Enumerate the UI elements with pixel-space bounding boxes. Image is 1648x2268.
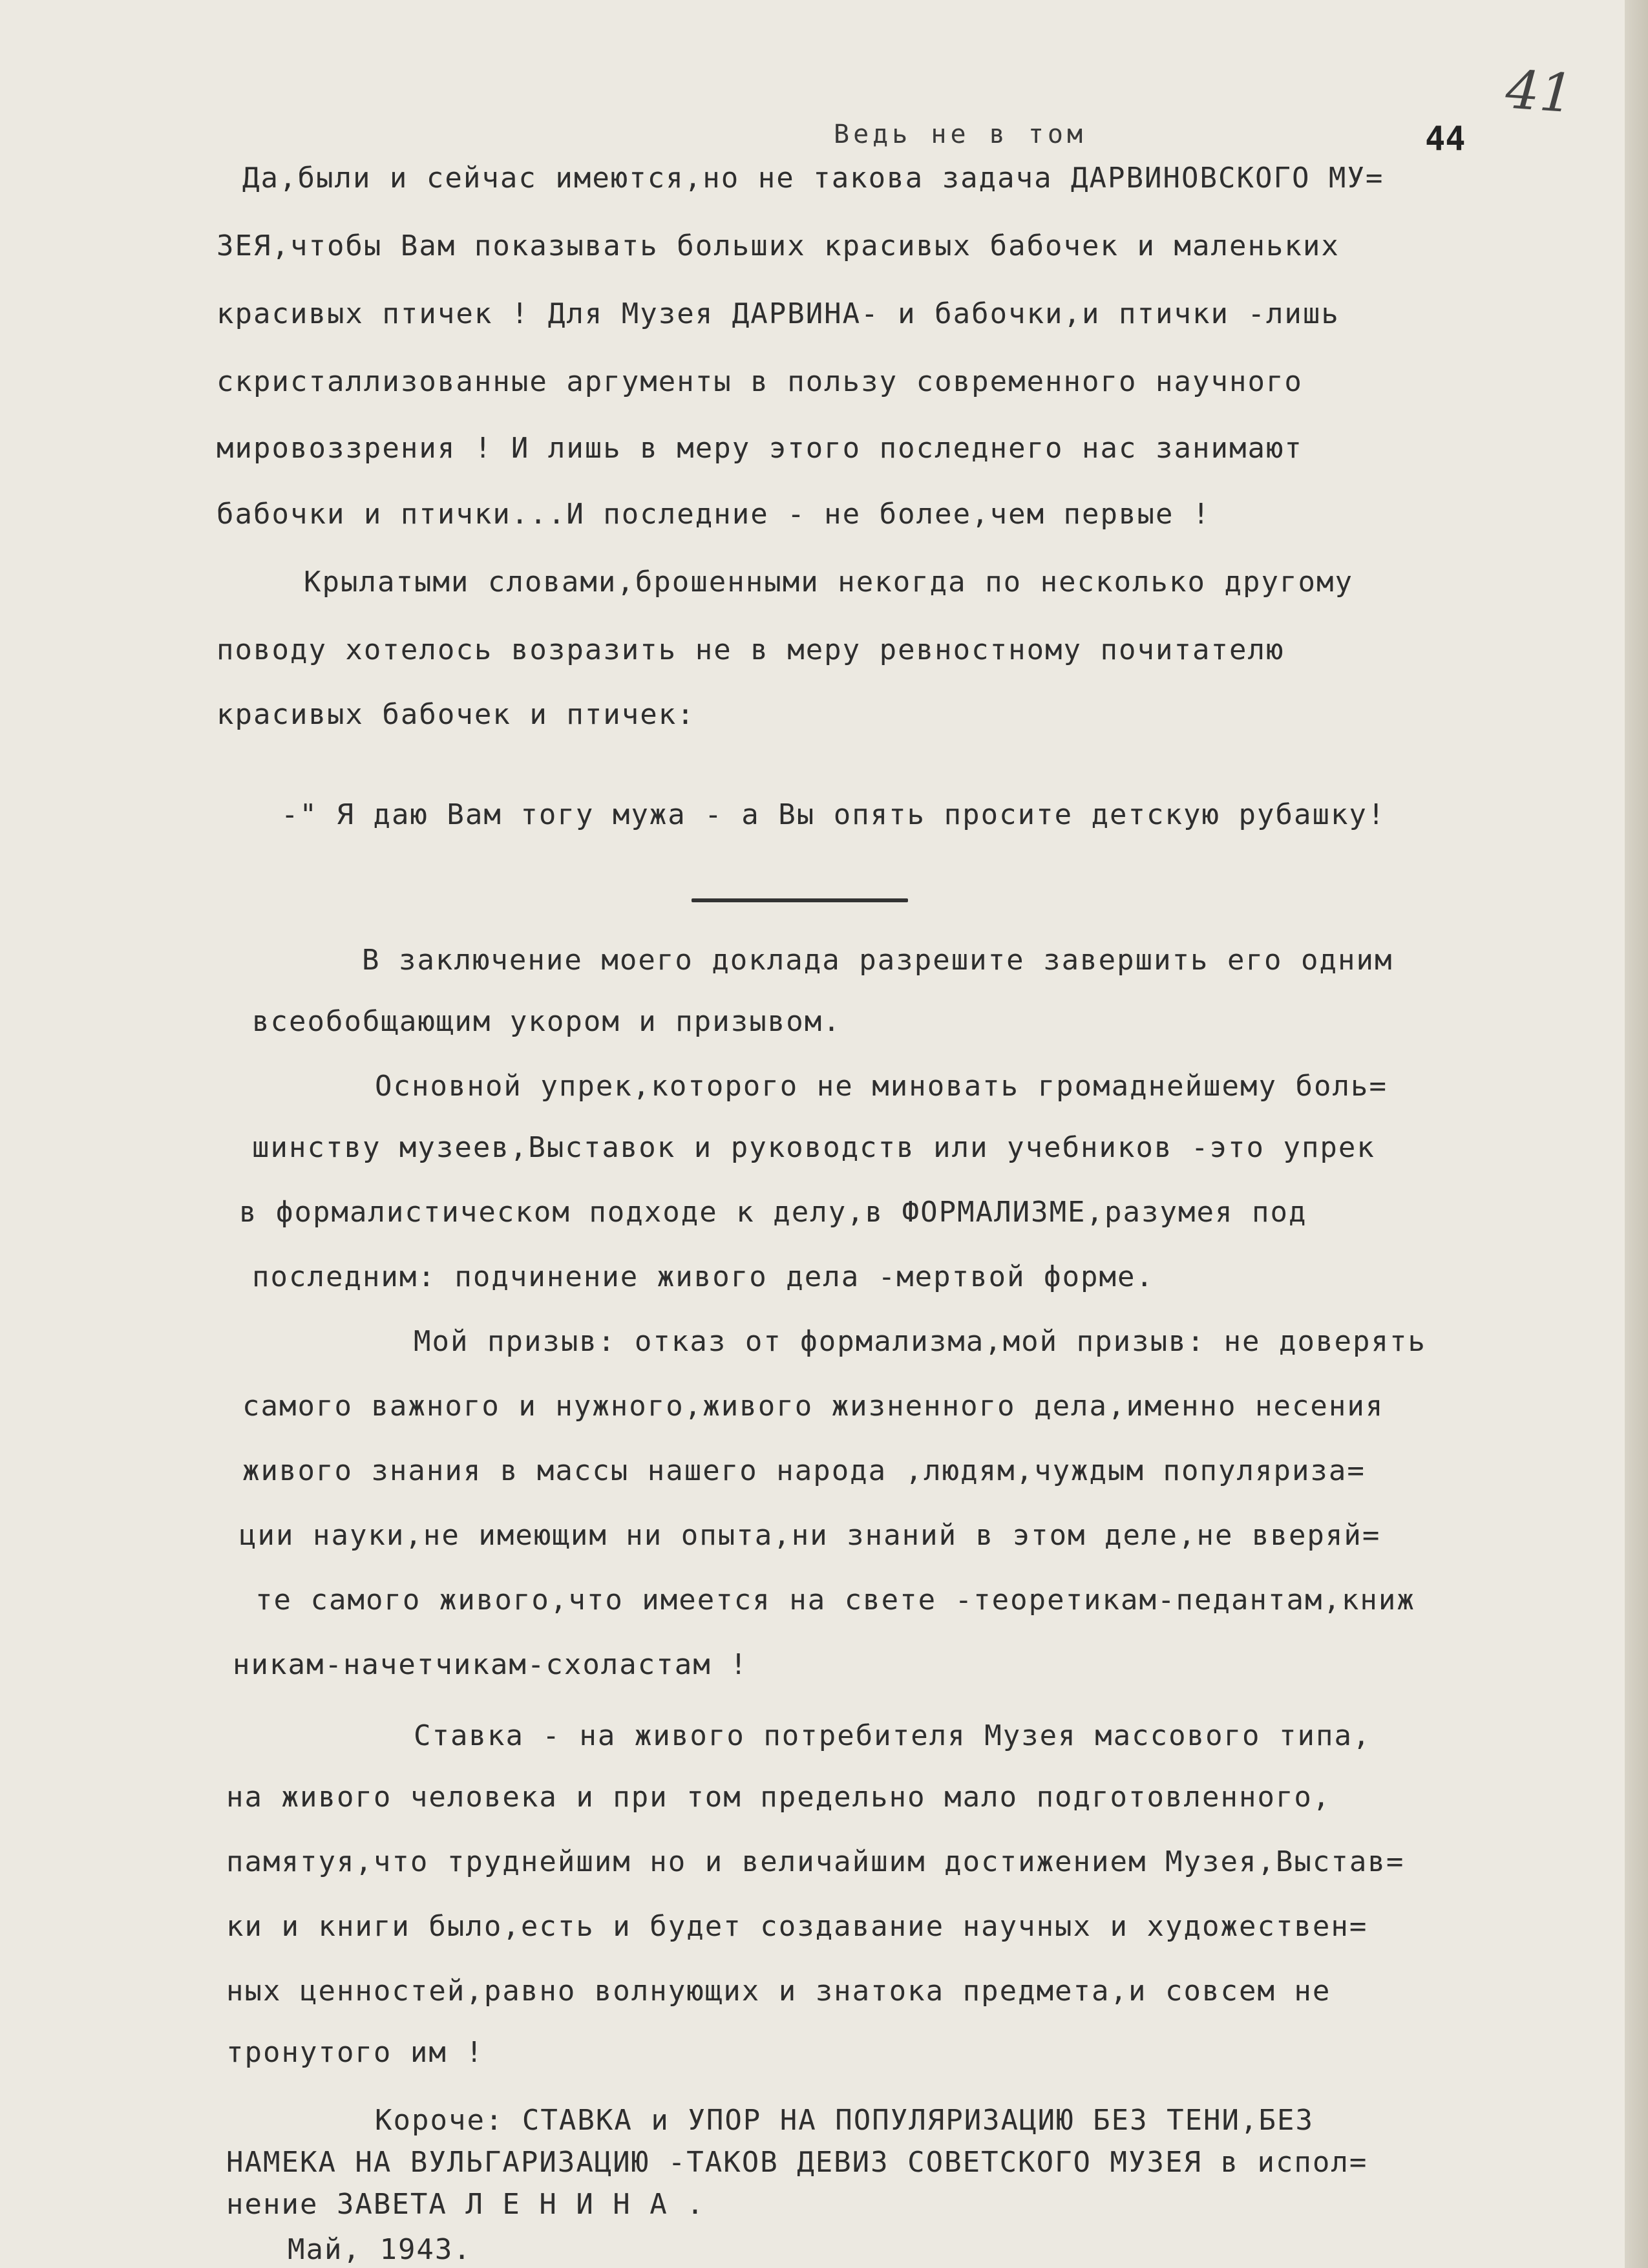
- archive-number: 41: [1503, 59, 1576, 125]
- header-note: Ведь не в том: [834, 120, 1087, 149]
- section-divider: [692, 898, 908, 902]
- text-line: памятуя,что труднейшим но и величайшим достижением Музея,Выстав=: [226, 1845, 1405, 1878]
- text-line: поводу хотелось возразить не в меру ревностному почитателю: [217, 633, 1285, 666]
- page-number: 44: [1425, 120, 1466, 158]
- text-line: шинству музеев,Выставок и руководств или учебников -это упрек: [252, 1131, 1375, 1164]
- page-edge: [1625, 0, 1648, 2268]
- text-line: никам-начетчикам-схоластам !: [233, 1648, 748, 1681]
- text-line: Крылатыми словами,брошенными некогда по несколько другому: [304, 566, 1353, 599]
- text-line: красивых бабочек и птичек:: [217, 698, 695, 731]
- text-line: ки и книги было,есть и будет создавание научных и художествен=: [226, 1910, 1368, 1943]
- text-line: Мой призыв: отказ от формализма,мой призыв: не доверять: [414, 1325, 1426, 1358]
- text-line: бабочки и птички...И последние - не более,чем первые !: [217, 498, 1211, 531]
- text-line: последним: подчинение живого дела -мертвой форме.: [252, 1260, 1155, 1293]
- text-line: ции науки,не имеющим ни опыта,ни знаний в этом деле,не вверяй=: [239, 1519, 1381, 1552]
- text-line: ных ценностей,равно волнующих и знатока предмета,и совсем не: [226, 1975, 1331, 2008]
- text-line: Ставка - на живого потребителя Музея массового типа,: [414, 1719, 1371, 1752]
- text-line: самого важного и нужного,живого жизненного дела,именно несения: [242, 1390, 1384, 1423]
- text-line: в формалистическом подходе к делу,в ФОРМАЛИЗМЕ,разумея под: [239, 1196, 1307, 1229]
- text-line: красивых птичек ! Для Музея ДАРВИНА- и бабочки,и птички -лишь: [217, 297, 1340, 330]
- text-line: Основной упрек,которого не миновать громаднейшему боль=: [375, 1070, 1388, 1103]
- quote-line: -" Я даю Вам тогу мужа - а Вы опять просите детскую рубашку!: [281, 798, 1386, 831]
- text-line: НАМЕКА НА ВУЛЬГАРИЗАЦИЮ -ТАКОВ ДЕВИЗ СОВЕТСКОГО МУЗЕЯ в испол=: [226, 2146, 1368, 2179]
- text-line: нение ЗАВЕТА Л Е Н И Н А .: [226, 2188, 705, 2221]
- text-line: те самого живого,что имеется на свете -теоретикам-педантам,книж: [255, 1584, 1415, 1616]
- text-line: тронутого им !: [226, 2036, 484, 2069]
- text-line: мировоззрения ! И лишь в меру этого последнего нас занимают: [217, 432, 1303, 465]
- text-line: Да,были и сейчас имеются,но не такова задача ДАРВИНОВСКОГО МУ=: [242, 162, 1384, 195]
- date-line: Май, 1943.: [288, 2233, 472, 2266]
- text-line: Короче: СТАВКА и УПОР НА ПОПУЛЯРИЗАЦИЮ БЕЗ ТЕНИ,БЕЗ: [375, 2104, 1315, 2137]
- text-line: ЗЕЯ,чтобы Вам показывать больших красивых бабочек и маленьких: [217, 229, 1340, 262]
- text-line: В заключение моего доклада разрешите завершить его одним: [362, 944, 1393, 977]
- text-line: живого знания в массы нашего народа ,людям,чуждым популяриза=: [242, 1454, 1366, 1487]
- text-line: на живого человека и при том предельно мало подготовленного,: [226, 1781, 1331, 1814]
- text-line: всеобобщающим укором и призывом.: [252, 1005, 841, 1038]
- text-line: скристаллизованные аргументы в пользу современного научного: [217, 365, 1303, 398]
